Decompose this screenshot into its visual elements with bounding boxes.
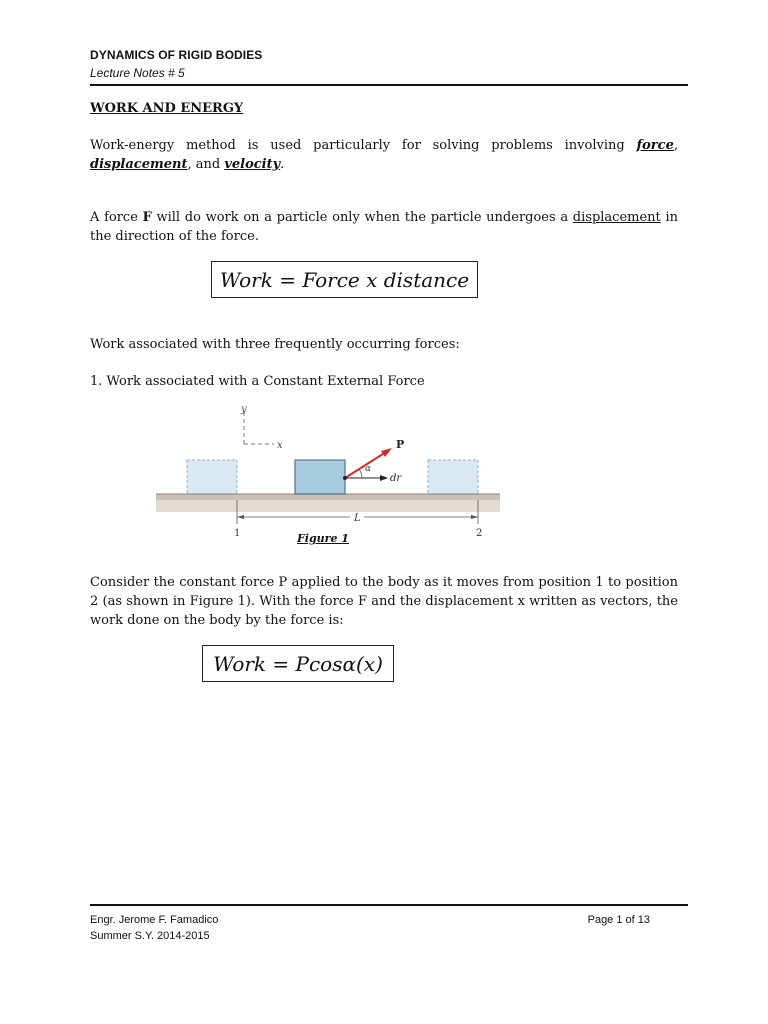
item-constant-force: 1. Work associated with a Constant External Force xyxy=(90,374,425,389)
definition-paragraph xyxy=(90,208,678,246)
definition-text-2: will do work on a particle only when the particle undergoes a xyxy=(151,210,573,225)
x-axis-label: x xyxy=(277,440,283,451)
forces-intro: Work associated with three frequently occurring forces: xyxy=(90,337,460,352)
intro-end: . xyxy=(280,157,285,172)
block-position-2 xyxy=(428,460,478,494)
formula-work-pcos: Work = Pcosα(x) xyxy=(202,645,394,682)
force-label: P xyxy=(396,438,405,451)
footer-term: Summer S.Y. 2014-2015 xyxy=(90,930,210,942)
moving-block xyxy=(295,460,345,494)
intro-sep-2: , and xyxy=(187,157,225,172)
header-rule xyxy=(90,84,688,86)
angle-label: α xyxy=(365,464,372,474)
term-velocity: velocity xyxy=(224,157,281,172)
definition-text-3: in the direction of the force. xyxy=(90,210,678,244)
force-arrowhead xyxy=(381,448,392,457)
explanation-paragraph: Consider the constant force P applied to the body as it moves from position 1 to position 2 (as shown in Figure 1). With the force F and the displacement x written as vectors, the work done on the body by the force is: xyxy=(90,575,678,628)
formula-work-force-distance: Work = Force x distance xyxy=(211,261,478,298)
figure-constant-force xyxy=(150,400,510,550)
footer-author: Engr. Jerome F. Famadico xyxy=(90,914,219,926)
position-2-label: 2 xyxy=(476,528,483,539)
ground-shadow xyxy=(156,500,500,512)
definition-text-1: A force xyxy=(90,210,143,225)
ground-surface xyxy=(156,494,500,500)
dimension-arrow-right xyxy=(471,515,478,519)
footer-rule xyxy=(90,904,688,906)
intro-paragraph xyxy=(90,136,678,174)
lecture-number: Lecture Notes # 5 xyxy=(90,66,185,80)
term-force: force xyxy=(636,138,674,153)
displacement-arrowhead xyxy=(380,475,388,481)
displacement-label: dr xyxy=(390,473,402,484)
angle-arc xyxy=(359,469,362,478)
force-symbol: F xyxy=(142,210,152,225)
application-point xyxy=(343,476,347,480)
figure-caption: Figure 1 xyxy=(297,532,349,545)
course-title: DYNAMICS OF RIGID BODIES xyxy=(90,48,263,62)
intro-sep-1: , xyxy=(673,138,678,153)
intro-text: Work-energy method is used particularly for solving problems involving xyxy=(90,138,637,153)
term-displacement-underlined: displacement xyxy=(572,210,661,225)
length-label: L xyxy=(354,513,361,524)
block-position-1 xyxy=(187,460,237,494)
y-axis-label: y xyxy=(241,404,247,415)
page-number: Page 1 of 13 xyxy=(587,914,650,926)
dimension-arrow-left xyxy=(237,515,244,519)
section-title: WORK AND ENERGY xyxy=(90,101,244,116)
term-displacement: displacement xyxy=(90,157,188,172)
position-1-label: 1 xyxy=(234,528,241,539)
